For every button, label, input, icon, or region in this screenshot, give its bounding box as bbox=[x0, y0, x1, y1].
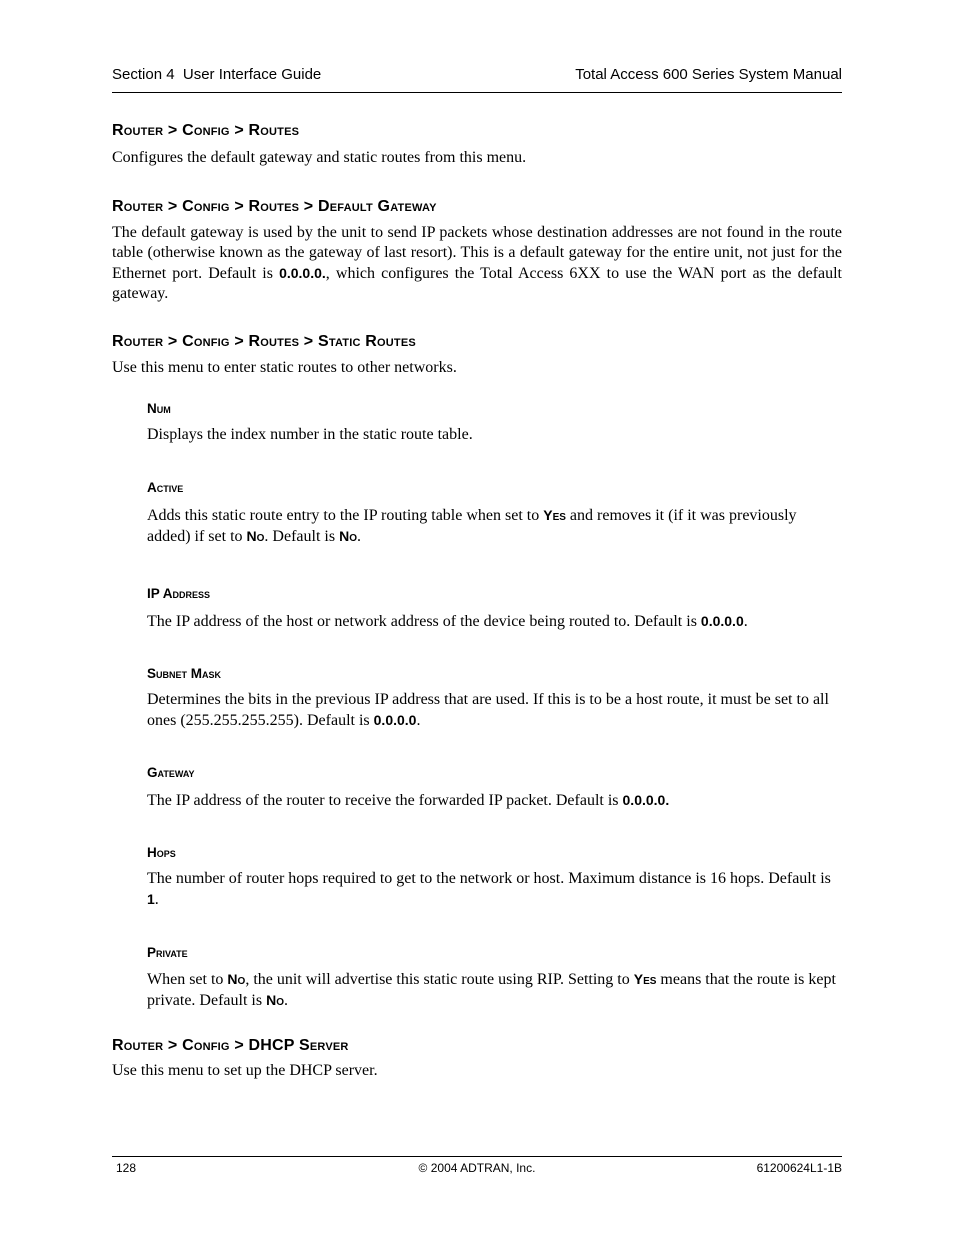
paragraph-num: Displays the index number in the static route table. bbox=[147, 426, 473, 443]
header-section-title: Section 4 User Interface Guide bbox=[112, 66, 322, 83]
paragraph-dhcp-server: Use this menu to set up the DHCP server. bbox=[112, 1062, 378, 1079]
default-value: 0.0.0.0. bbox=[279, 265, 326, 281]
paragraph-gateway: The IP address of the router to receive the forwarded IP packet. Default is 0.0.0.0. bbox=[147, 792, 670, 809]
subheading-subnet-mask: Subnet Mask bbox=[147, 666, 222, 681]
heading-default-gateway: Router > Config > Routes > Default Gateway bbox=[112, 198, 437, 215]
page-footer bbox=[112, 1156, 842, 1179]
page-number: 128 bbox=[116, 1161, 137, 1175]
document-number: 61200624L1-1B bbox=[756, 1161, 842, 1175]
heading-dhcp-server: Router > Config > DHCP Server bbox=[112, 1037, 349, 1054]
subheading-num: Num bbox=[147, 401, 171, 416]
paragraph-hops: The number of router hops required to get to the network or host. Maximum distance is 16 hops. Default is 1. bbox=[147, 870, 831, 908]
paragraph-active: Adds this static route entry to the IP routing table when set to Yes and removes it (if it was previously added) if set to No. Default is No. bbox=[147, 507, 797, 545]
page-header bbox=[112, 64, 842, 93]
subheading-gateway: Gateway bbox=[147, 765, 195, 780]
paragraph-subnet-mask: Determines the bits in the previous IP address that are used. If this is to be a host route, it must be set to all ones (255.255.255.255). Default is 0.0.0.0. bbox=[147, 691, 829, 729]
subheading-ip-address: IP Address bbox=[147, 586, 211, 601]
paragraph-ip-address: The IP address of the host or network address of the device being routed to. Default is 0.0.0.0. bbox=[147, 613, 748, 630]
heading-routes: Router > Config > Routes bbox=[112, 122, 300, 139]
subheading-private: Private bbox=[147, 945, 188, 960]
paragraph-default-gateway: The default gateway is used by the unit to send IP packets whose destination addresses are not found in the route table (otherwise known as the gateway of last resort). This is a default gateway for the entire unit, not just for the Ethernet port. Default is 0.0.0.0., which configures the Total Access 6XX to use the WAN port as the default gateway. bbox=[112, 224, 842, 302]
subheading-hops: Hops bbox=[147, 845, 176, 860]
paragraph-static-routes: Use this menu to enter static routes to other networks. bbox=[112, 359, 457, 376]
heading-static-routes: Router > Config > Routes > Static Routes bbox=[112, 333, 416, 350]
paragraph-private: When set to No, the unit will advertise this static route using RIP. Setting to Yes means that the route is kept private. Default is No. bbox=[147, 971, 836, 1009]
subheading-active: Active bbox=[147, 480, 184, 495]
paragraph-routes: Configures the default gateway and static routes from this menu. bbox=[112, 149, 527, 166]
header-manual-title: Total Access 600 Series System Manual bbox=[575, 66, 842, 83]
copyright: © 2004 ADTRAN, Inc. bbox=[418, 1161, 536, 1175]
